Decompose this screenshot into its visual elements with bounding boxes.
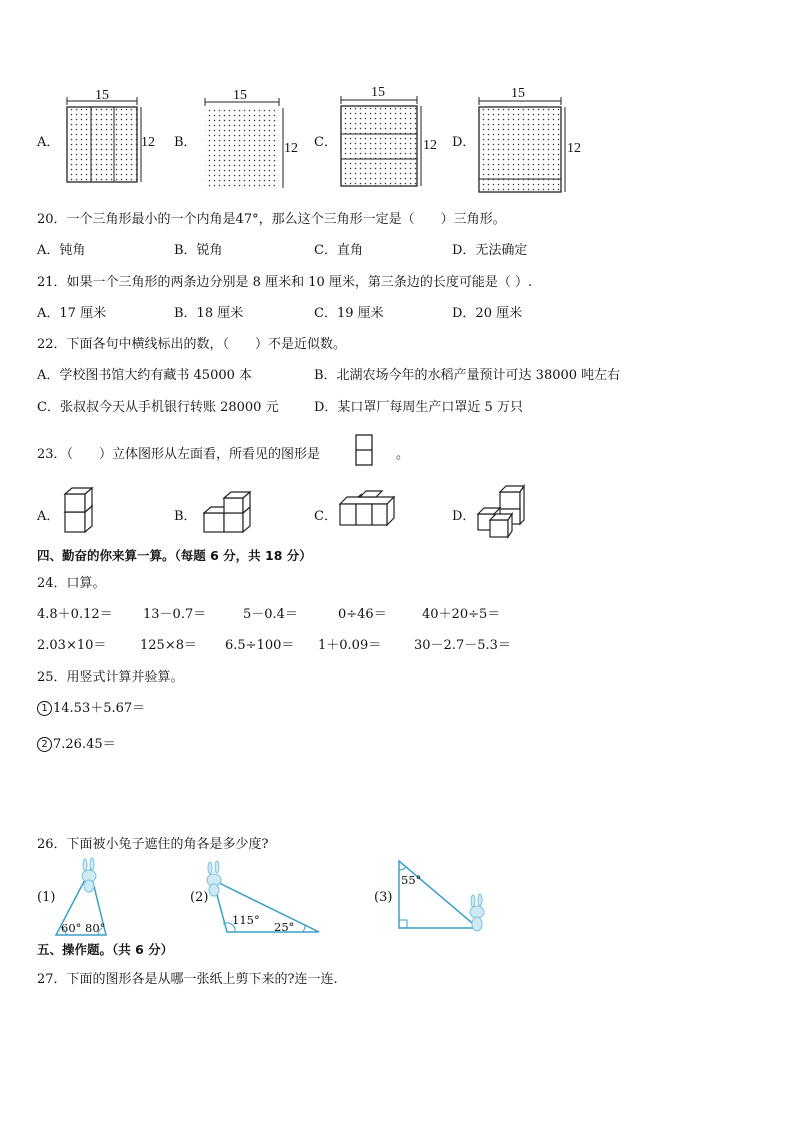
rect-a-width: 15 [95,88,109,103]
q20-option-b: B．锐角 [174,243,223,258]
q23-text: 23．（ ）立体图形从左面看，所看见的图形是 [37,447,321,462]
triangle-1-angle-left: 60° [61,921,82,935]
triangle-2-label: (2) [190,890,209,905]
rabbit-icon [82,858,96,892]
q23-option-b-label: B． [174,509,197,524]
q22-option-d: D．某口罩厂每周生产口罩近 5 万只 [314,400,523,415]
option-a-label: A． [37,135,60,150]
rect-c-width: 15 [371,85,385,100]
q24-item: 0÷46＝ [338,607,387,622]
q25-item-2 [37,733,116,752]
cube-row-c-icon [338,494,400,528]
q22-option-c: C．张叔叔今天从手机银行转账 28000 元 [37,400,279,415]
option-b-label: B． [174,135,197,150]
rectangle-a [64,97,144,187]
q24-item: 1＋0.09＝ [318,638,382,653]
q24-item: 5－0.4＝ [243,607,298,622]
triangle-3 [396,858,492,938]
rabbit-icon [207,861,221,896]
q21-option-a: A．17 厘米 [37,306,107,321]
triangle-1-angle-right: 80° [85,921,106,935]
q25-item-1 [37,697,145,716]
left-view-shape-icon [355,434,375,468]
q24-item: 6.5÷100＝ [225,638,295,653]
section-4-title: 四、勤奋的你来算一算。（每题 6 分，共 18 分） [37,548,312,563]
q25-expr-2: 7.26.45＝ [53,737,116,752]
q24-item: 2.03×10＝ [37,638,107,653]
triangle-2-angle-115: 115° [232,913,260,927]
rect-d-width: 15 [511,86,525,101]
rectangle-d [476,97,568,197]
q20-option-d: D．无法确定 [452,243,528,258]
q24-item: 125×8＝ [140,638,197,653]
q21-option-b: B．18 厘米 [174,306,244,321]
q22-text: 22．下面各句中横线标出的数，（ ）不是近似数。 [37,337,347,352]
q23-option-d-label: D． [452,509,476,524]
rabbit-icon [470,894,484,931]
option-d-label: D． [452,135,476,150]
q24-item: 13－0.7＝ [143,607,207,622]
q25-title: 25．用竖式计算并验算。 [37,670,184,685]
q24-item: 30－2.7－5.3＝ [414,638,511,653]
cube-stack-b-icon [202,491,252,536]
triangle-1-label: (1) [37,890,56,905]
rect-b-height: 12 [284,141,298,156]
rect-d-height: 12 [567,141,581,156]
cube-stack-d-icon [476,484,526,540]
q25-expr-1: 14.53＋5.67＝ [53,701,146,716]
q20-option-c: C．直角 [314,243,363,258]
q23-option-c-label: C． [314,509,337,524]
triangle-3-angle-55: 55° [401,873,422,887]
cube-stack-a-icon [62,486,96,536]
q24-item: 4.8＋0.12＝ [37,607,113,622]
q21-text: 21．如果一个三角形的两条边分别是 8 厘米和 10 厘米，第三条边的长度可能是（ ）. [37,275,533,290]
circled-number: 1 [37,701,52,716]
q24-item: 40＋20÷5＝ [422,607,501,622]
option-c-label: C． [314,135,337,150]
q23-option-a-label: A． [37,509,60,524]
q20-option-a: A．钝角 [37,243,86,258]
rectangle-b [202,98,286,193]
q22-option-a: A．学校图书馆大约有藏书 45000 本 [37,368,253,383]
q27-title: 27．下面的图形各是从哪一张纸上剪下来的?连一连. [37,972,338,987]
q20-text: 20．一个三角形最小的一个内角是47°，那么这个三角形一定是（ ）三角形。 [37,212,506,227]
triangle-2-angle-25: 25° [274,920,295,934]
triangle-2 [203,862,325,937]
section-5-title: 五、操作题。（共 6 分） [37,942,174,957]
q23-text-end: 。 [396,447,410,462]
q24-title: 24．口算。 [37,576,106,591]
rect-b-width: 15 [233,88,247,103]
circled-number: 2 [37,737,52,752]
rectangle-c [338,96,422,191]
rect-c-height: 12 [423,138,437,153]
q21-option-c: C．19 厘米 [314,306,384,321]
q26-title: 26．下面被小兔子遮住的角各是多少度? [37,837,269,852]
q22-option-b: B．北湖农场今年的水稻产量预计可达 38000 吨左右 [314,368,621,383]
q21-option-d: D．20 厘米 [452,306,523,321]
rect-a-height: 12 [141,135,155,150]
triangle-3-label: (3) [374,890,393,905]
